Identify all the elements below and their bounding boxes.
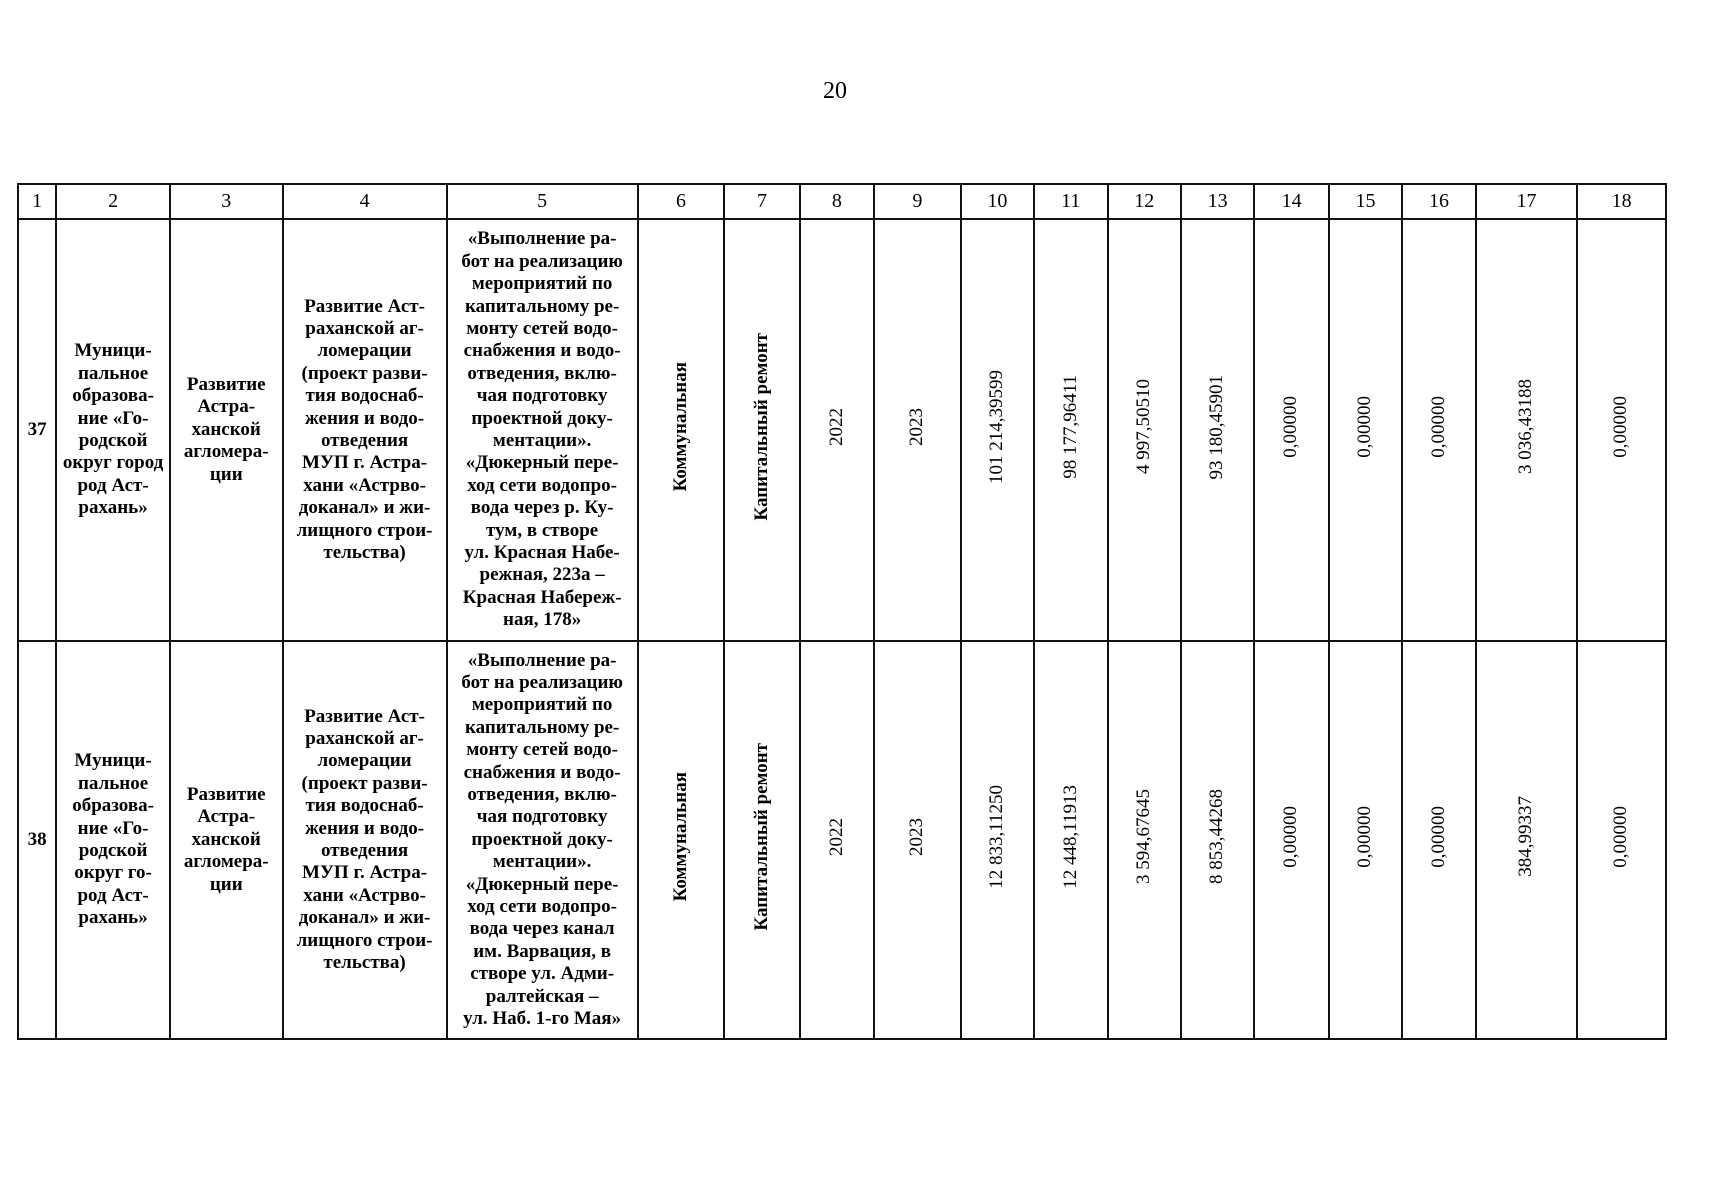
column-header: 3 <box>170 184 283 219</box>
value-cell <box>1402 219 1475 641</box>
year-end-text: 2023 <box>906 407 928 446</box>
value-text: 12 448,11913 <box>1059 784 1081 889</box>
value-cell <box>1034 641 1107 1039</box>
subproject-cell <box>283 641 447 1039</box>
value-cell <box>1476 641 1578 1039</box>
sphere-cell <box>638 219 725 641</box>
value-text: 384,99337 <box>1515 796 1537 878</box>
column-header: 14 <box>1254 184 1328 219</box>
municipality-text: Муници- пальное образова- ние «Го- родской округ город род Аст- рахань» <box>62 340 164 519</box>
column-header: 17 <box>1476 184 1578 219</box>
event-text: «Выполнение ра- бот на реализацию мероприятий по капитальному ре- монту сетей водо- снабжения и водо- отведения, вклю- чая подготовку проектной доку- ментации». «Дюкерный пере- ход сети водопро- вода через р. Ку- тум, в створе ул. Красная Набе- режная, 223а – Красная Набереж- ная, 178» <box>461 228 623 631</box>
column-header: 1 <box>18 184 56 219</box>
value-cell <box>1577 641 1666 1039</box>
year-start-text: 2022 <box>825 407 847 446</box>
value-cell <box>1402 641 1475 1039</box>
value-text: 0,00000 <box>1610 395 1632 458</box>
work-type-text: Капитальный ремонт <box>750 743 772 931</box>
municipality-cell <box>56 219 170 641</box>
subproject-text: Развитие Аст- раханской аг- ломерации (проект разви- тия водоснаб- жения и водо- отведения МУП г. Астра- хани «Астрво- доканал» и жи- лищного строи- тельства) <box>296 705 433 974</box>
value-text: 3 594,67645 <box>1133 789 1155 885</box>
column-header: 2 <box>56 184 170 219</box>
header-row <box>18 184 1666 219</box>
municipality-text: Муници- пальное образова- ние «Го- родской округ го- род Аст- рахань» <box>72 750 154 929</box>
year-end-text: 2023 <box>906 817 928 856</box>
value-cell <box>1329 641 1402 1039</box>
value-cell <box>1108 641 1181 1039</box>
value-text: 0,00000 <box>1427 395 1449 458</box>
column-header: 11 <box>1034 184 1107 219</box>
row-number: 38 <box>18 641 56 1039</box>
value-cell <box>1254 219 1328 641</box>
column-header: 6 <box>638 184 725 219</box>
value-text: 0,00000 <box>1610 805 1632 868</box>
column-header: 10 <box>961 184 1034 219</box>
value-text: 3 036,43188 <box>1515 379 1537 475</box>
year-end-cell <box>874 641 961 1039</box>
sphere-text: Коммунальная <box>669 362 691 492</box>
value-text: 8 853,44268 <box>1206 789 1228 885</box>
event-cell <box>447 641 638 1039</box>
subproject-text: Развитие Аст- раханской аг- ломерации (проект разви- тия водоснаб- жения и водо- отведения МУП г. Астра- хани «Астрво- доканал» и жи- лищного строи- тельства) <box>296 295 433 564</box>
value-text: 101 214,39599 <box>986 369 1008 484</box>
column-header: 13 <box>1181 184 1254 219</box>
value-text: 0,00000 <box>1354 805 1376 868</box>
value-cell <box>1329 219 1402 641</box>
column-header: 9 <box>874 184 961 219</box>
work-type-cell <box>724 219 799 641</box>
value-text: 98 177,96411 <box>1059 374 1081 479</box>
municipality-cell <box>56 641 170 1039</box>
year-start-text: 2022 <box>825 817 847 856</box>
project-text: Развитие Астра- ханской агломера- ции <box>183 783 269 895</box>
page-number: 20 <box>823 78 847 104</box>
event-text: «Выполнение ра- бот на реализацию мероприятий по капитальному ре- монту сетей водо- снабжения и водо- отведения, вклю- чая подготовку проектной доку- ментации». «Дюкерный пере- ход сети водопро- вода через канал им. Варвация, в створе ул. Адми- ралтейская – ул. Наб. 1-го Мая» <box>461 649 623 1030</box>
value-text: 4 997,50510 <box>1133 379 1155 475</box>
work-type-cell <box>724 641 799 1039</box>
value-cell <box>1034 219 1107 641</box>
value-text: 0,00000 <box>1280 395 1302 458</box>
value-cell <box>1181 641 1254 1039</box>
year-start-cell <box>800 641 874 1039</box>
event-cell <box>447 219 638 641</box>
value-cell <box>961 641 1034 1039</box>
work-type-text: Капитальный ремонт <box>750 333 772 521</box>
value-text: 12 833,11250 <box>986 784 1008 889</box>
sphere-cell <box>638 641 725 1039</box>
project-text: Развитие Астра- ханской агломера- ции <box>183 373 269 485</box>
table-row <box>18 219 1666 641</box>
sphere-text: Коммунальная <box>669 772 691 902</box>
data-table <box>17 183 1667 1040</box>
table-row <box>18 641 1666 1039</box>
value-text: 0,00000 <box>1280 805 1302 868</box>
subproject-cell <box>283 219 447 641</box>
value-text: 0,00000 <box>1427 805 1449 868</box>
column-header: 4 <box>283 184 447 219</box>
column-header: 7 <box>724 184 799 219</box>
value-cell <box>1254 641 1328 1039</box>
year-end-cell <box>874 219 961 641</box>
column-header: 5 <box>447 184 638 219</box>
year-start-cell <box>800 219 874 641</box>
value-cell <box>961 219 1034 641</box>
value-text: 0,00000 <box>1354 395 1376 458</box>
project-cell <box>170 641 283 1039</box>
value-text: 93 180,45901 <box>1206 374 1228 480</box>
value-cell <box>1577 219 1666 641</box>
column-header: 15 <box>1329 184 1402 219</box>
column-header: 8 <box>800 184 874 219</box>
value-cell <box>1108 219 1181 641</box>
column-header: 16 <box>1402 184 1475 219</box>
value-cell <box>1181 219 1254 641</box>
value-cell <box>1476 219 1578 641</box>
column-header: 18 <box>1577 184 1666 219</box>
row-number: 37 <box>18 219 56 641</box>
column-header: 12 <box>1108 184 1181 219</box>
project-cell <box>170 219 283 641</box>
